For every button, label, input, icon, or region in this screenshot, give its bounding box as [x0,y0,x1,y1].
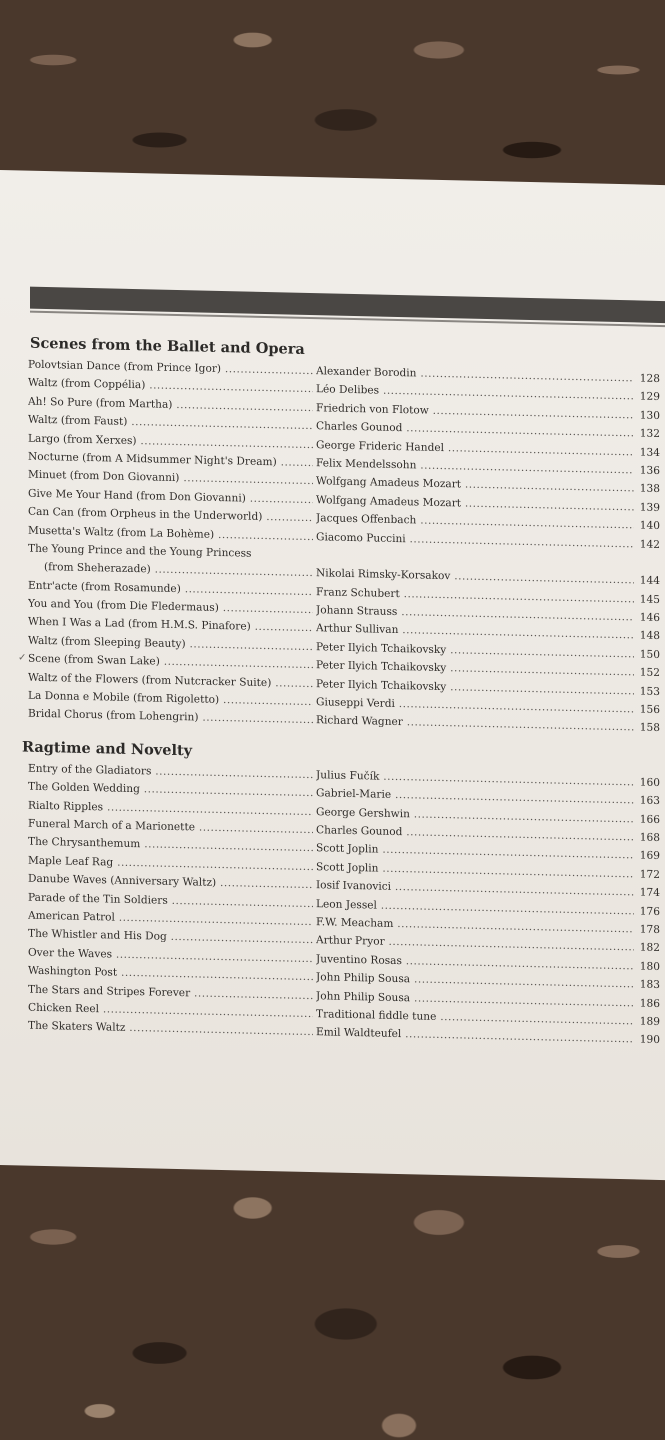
entry-title-text: You and You (from Die Fledermaus) [28,597,219,615]
entry-title-text: When I Was a Lad (from H.M.S. Pinafore) [28,616,251,634]
entry-page-number: 180 [639,960,660,973]
entry-composer-text: Traditional fiddle tune [316,1008,437,1023]
entry-title-text: American Patrol [28,909,115,924]
entry-page-number: 153 [639,685,660,698]
entry-page-number: 140 [639,519,660,533]
entry-title-text: (from Sheherazade) [44,561,151,576]
entry-composer-text: Scott Joplin [316,842,379,856]
entry-page-number: 144 [639,574,660,588]
granite-countertop-top [0,0,665,200]
entry-page-number: 169 [639,849,660,863]
entry-title-text: Nocturne (from A Midsummer Night's Dream) [28,450,277,469]
entry-title-text: The Golden Wedding [28,780,140,796]
entry-page-number: 130 [639,409,660,422]
entry-composer-text: Peter Ilyich Tchaikovsky [316,659,447,675]
entry-composer-text: Charles Gounod [316,824,403,839]
entry-page-number: 148 [639,629,660,643]
entry-title-text: The Young Prince and the Young Princess [28,542,252,560]
entry-composer-text: Léo Delibes [316,383,380,397]
entry-page-number: 152 [639,666,660,680]
entry-composer-text: Felix Mendelssohn [316,457,417,472]
entry-page-number: 145 [639,593,660,606]
entry-title-text: Washington Post [28,964,118,979]
entry-page-number: 142 [639,538,660,551]
entry-composer-text: Nikolai Rimsky-Korsakov [316,567,451,583]
entry-title-text: Danube Waves (Anniversary Waltz) [28,872,217,890]
entry-composer [316,365,634,384]
entry-title-text: Entr'acte (from Rosamunde) [28,579,181,595]
entry-title-text: The Stars and Stripes Forever [28,983,191,999]
entry-title-text: Waltz of the Flowers (from Nutcracker Suite) [28,671,272,689]
entry-composer-text: Arthur Pryor [316,934,385,949]
entry-title-text: Give Me Your Hand (from Don Giovanni) [28,487,246,505]
entry-composer-text: Arthur Sullivan [316,622,399,637]
entry-page-number: 138 [639,482,660,496]
entry-page-number: 174 [639,886,660,900]
entry-title [28,359,313,377]
section-title: Ragtime and Novelty [22,738,193,760]
entry-title-text: Over the Waves [28,946,113,961]
entry-composer-text: Jacques Offenbach [316,512,417,527]
entry-composer-text: Wolfgang Amadeus Mozart [316,493,462,510]
entry-page-number: 183 [639,978,660,992]
contents-page [0,170,665,1180]
entry-page-number: 178 [639,923,660,936]
entry-composer-text: Scott Joplin [316,860,379,875]
entry-composer-text: Peter Ilyich Tchaikovsky [316,677,447,693]
entry-composer [316,769,634,788]
entry-composer-text: Wolfgang Amadeus Mozart [316,475,462,491]
entry-title-text: Musetta's Waltz (from La Bohème) [28,524,215,541]
entry-page-number: 176 [639,905,660,918]
entry-title-text: Parade of the Tin Soldiers [28,891,168,907]
entry-composer-text: Leon Jessel [316,897,377,912]
entry-page-number: 132 [639,427,660,441]
entry-composer-text: Franz Schubert [316,585,400,600]
entry-composer-text: Emil Waldteufel [316,1026,402,1041]
entry-page-number: 168 [639,831,660,844]
entry-composer-text: F.W. Meacham [316,916,394,930]
entry-title-text: Maple Leaf Rag [28,854,114,869]
entry-page-number: 160 [639,776,660,789]
entry-page-number: 134 [639,446,660,459]
entry-title-text: Waltz (from Coppélia) [28,377,146,392]
entry-title-text: La Donna e Mobile (from Rigoletto) [28,689,220,707]
entry-page-number: 166 [639,813,660,826]
entry-page-number: 150 [639,648,660,661]
entry-title-text: Largo (from Xerxes) [28,432,137,447]
entry-title-text: Polovtsian Dance (from Prince Igor) [28,358,222,376]
table-of-contents [0,332,665,1053]
entry-page-number: 182 [639,941,660,955]
entry-title-text: Scene (from Swan Lake) [28,652,160,668]
entry-title-text: The Skaters Waltz [28,1019,126,1035]
entry-page-number: 189 [639,1015,660,1028]
entry-page-number: 146 [639,611,660,625]
entry-composer-text: John Philip Sousa [316,989,411,1004]
entry-page-number: 172 [639,868,660,881]
entry-title-text: Bridal Chorus (from Lohengrin) [28,708,199,724]
entry-composer-text: Gabriel-Marie [316,787,392,802]
entry-composer-text: Giuseppi Verdi [316,696,395,710]
entry-page-number: 129 [639,390,660,404]
granite-countertop-bottom [0,1150,665,1440]
entry-title-text: Waltz (from Faust) [28,413,128,429]
entry-composer-text: John Philip Sousa [316,971,411,986]
entry-title-text: The Whistler and His Dog [28,927,167,944]
entry-page-number: 136 [639,464,660,477]
header-rule [30,287,665,324]
entry-composer-text: Richard Wagner [316,714,403,729]
entry-title-text: Chicken Reel [28,1001,100,1016]
entry-page-number: 163 [639,794,660,808]
entry-composer-text: George Frideric Handel [316,438,445,454]
entry-title [28,762,313,780]
entry-composer-text: Giacomo Puccini [316,530,406,545]
entry-composer-text: Charles Gounod [316,420,403,435]
entry-page-number: 139 [639,501,660,514]
entry-page-number: 186 [639,997,660,1010]
entry-title-text: Funeral March of a Marionette [28,817,195,834]
entry-composer-text: Alexander Borodin [316,365,417,380]
entry-composer-text: George Gershwin [316,805,410,820]
entry-title-text: Entry of the Gladiators [28,762,152,778]
entry-composer-text: Peter Ilyich Tchaikovsky [316,641,447,656]
entry-page-number: 156 [639,703,660,717]
entry-page-number: 158 [639,721,660,735]
entry-composer-text: Juventino Rosas [316,952,402,967]
entry-composer-text: Iosif Ivanovici [316,879,392,894]
entry-title-text: Minuet (from Don Giovanni) [28,468,180,485]
entry-title-text: The Chrysanthemum [28,836,141,851]
entry-title-text: Ah! So Pure (from Martha) [28,395,173,411]
entry-composer-text: Johann Strauss [316,604,398,619]
entry-page-number: 190 [639,1033,660,1047]
entry-title-text: Rialto Ripples [28,799,104,813]
entry-composer-text: Julius Fučík [316,768,380,783]
entry-page-number: 128 [639,372,660,385]
entry-composer-text: Friedrich von Flotow [316,401,429,417]
section-title: Scenes from the Ballet and Opera [30,334,305,358]
entry-title-text: Waltz (from Sleeping Beauty) [28,634,186,651]
entry-title-text: Can Can (from Orpheus in the Underworld) [28,505,263,524]
check-mark-icon: ✓ [18,652,27,664]
